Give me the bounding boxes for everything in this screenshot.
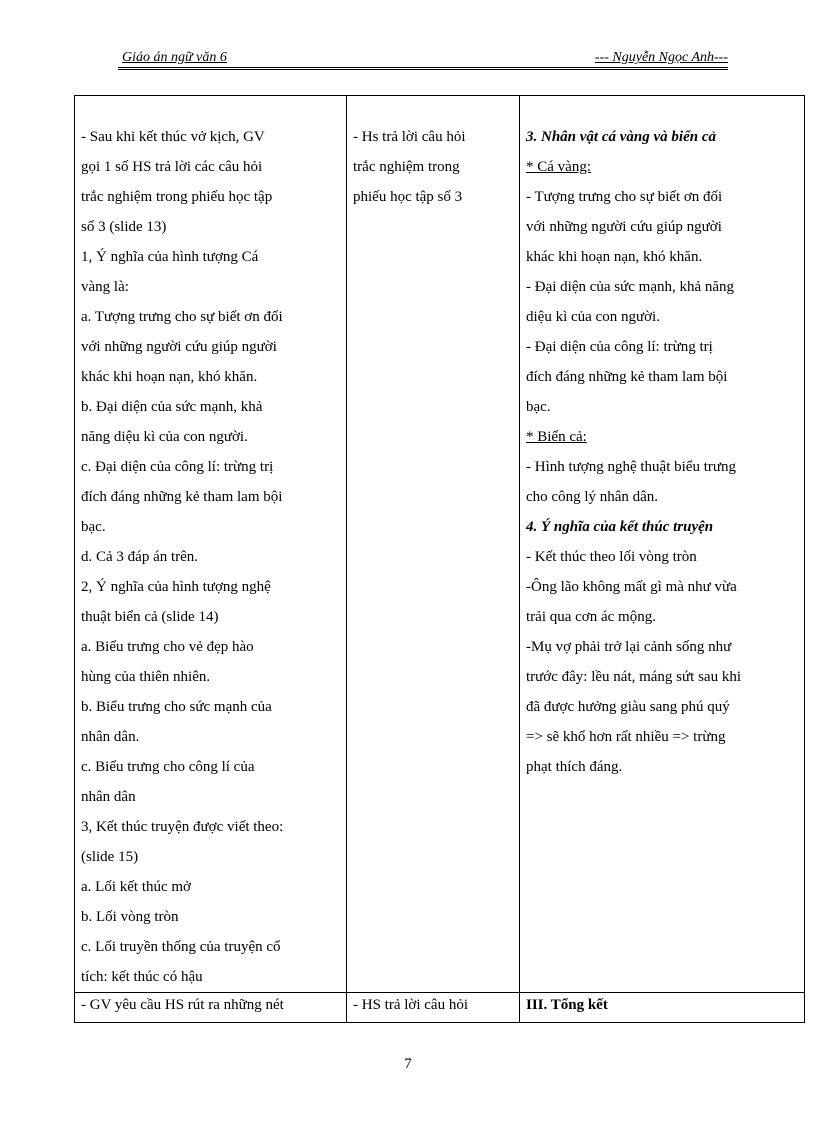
teacher-activity-cell: - GV yêu cầu HS rút ra những nét <box>75 993 347 1023</box>
content-line: phạt thích đáng. <box>526 759 623 775</box>
teacher-line: 3, Kết thúc truyện được viết theo: <box>81 819 284 835</box>
lesson-table <box>74 95 805 1023</box>
content-line: -Mụ vợ phải trở lại cảnh sống như <box>526 639 732 655</box>
sea-meaning-lines <box>526 452 798 512</box>
teacher-line: a. Tượng trưng cho sự biết ơn đối <box>81 309 283 325</box>
teacher-line: 1, Ý nghĩa của hình tượng Cá <box>81 249 259 265</box>
content-line: - Hình tượng nghệ thuật biểu trưng <box>526 459 736 475</box>
content-line: trước đây: lều nát, máng sứt sau khi <box>526 669 741 685</box>
teacher-line: b. Biểu trưng cho sức mạnh của <box>81 699 272 715</box>
teacher-line: 2, Ý nghĩa của hình tượng nghệ <box>81 579 271 595</box>
teacher-line: c. Biểu trưng cho công lí của <box>81 759 255 775</box>
content-line: => sẽ khổ hơn rất nhiều => trừng <box>526 729 726 745</box>
content-line: -Ông lão không mất gì mà như vừa <box>526 579 737 595</box>
section-heading: 3. Nhân vật cá vàng và biển cả <box>526 129 716 145</box>
teacher-line: gọi 1 số HS trả lời các câu hỏi <box>81 159 263 175</box>
subheading-fish: * Cá vàng: <box>526 159 591 175</box>
header-lesson-title: Giáo án ngữ văn 6 <box>122 50 227 65</box>
content-line: khác khi hoạn nạn, khó khăn. <box>526 249 703 265</box>
student-activity-lines <box>353 96 513 212</box>
section-heading: III. Tổng kết <box>520 993 805 1023</box>
lesson-content <box>526 96 798 782</box>
student-line: - Hs trả lời câu hỏi <box>353 129 466 145</box>
content-line: đã được hưởng giàu sang phú quý <box>526 699 730 715</box>
content-line: cho công lý nhân dân. <box>526 489 659 505</box>
header-author: --- Nguyễn Ngọc Anh--- <box>594 50 728 65</box>
teacher-line: c. Đại diện của công lí: trừng trị <box>81 459 274 475</box>
content-line: - Đại diện của sức mạnh, khả năng <box>526 279 735 295</box>
teacher-line: đích đáng những kẻ tham lam bội <box>81 489 283 505</box>
student-line: trắc nghiệm trong <box>353 159 460 175</box>
teacher-line: (slide 15) <box>81 849 139 865</box>
table-row <box>75 993 805 1023</box>
teacher-line: với những người cứu giúp người <box>81 339 277 355</box>
table-row <box>75 96 805 993</box>
ending-meaning-lines <box>526 542 798 782</box>
content-line: diệu kì của con người. <box>526 309 660 325</box>
teacher-line: - Sau khi kết thúc vở kịch, GV <box>81 129 265 145</box>
teacher-line: a. Lối kết thúc mở <box>81 879 191 895</box>
subheading-sea: * Biển cả: <box>526 429 587 445</box>
content-line: - Đại diện của công lí: trừng trị <box>526 339 713 355</box>
teacher-line: b. Lối vòng tròn <box>81 909 179 925</box>
content-line: bạc. <box>526 399 551 415</box>
teacher-line: thuật biển cả (slide 14) <box>81 609 219 625</box>
content-line: - Kết thúc theo lối vòng tròn <box>526 549 697 565</box>
student-activity-cell <box>347 96 520 993</box>
teacher-line: nhân dân. <box>81 729 140 745</box>
fish-meaning-lines <box>526 182 798 422</box>
header-rule <box>118 67 728 70</box>
teacher-line: bạc. <box>81 519 106 535</box>
teacher-activity-lines <box>81 96 340 992</box>
teacher-line: nhân dân <box>81 789 136 805</box>
content-line: đích đáng những kẻ tham lam bội <box>526 369 728 385</box>
teacher-line: a. Biểu trưng cho vẻ đẹp hào <box>81 639 254 655</box>
teacher-line: d. Cả 3 đáp án trên. <box>81 549 199 565</box>
teacher-line: b. Đại diện của sức mạnh, khả <box>81 399 263 415</box>
teacher-line: c. Lối truyền thống của truyện cổ <box>81 939 281 955</box>
section-heading: 4. Ý nghĩa của kết thúc truyện <box>526 519 714 535</box>
page-number: 7 <box>404 1056 412 1072</box>
teacher-line: số 3 (slide 13) <box>81 219 167 235</box>
lesson-content-cell <box>520 96 805 993</box>
student-line: phiếu học tập số 3 <box>353 189 463 205</box>
content-line: - Tượng trưng cho sự biết ơn đối <box>526 189 723 205</box>
teacher-line: khác khi hoạn nạn, khó khăn. <box>81 369 258 385</box>
content-line: trải qua cơn ác mộng. <box>526 609 656 625</box>
teacher-line: vàng là: <box>81 279 129 295</box>
teacher-line: trắc nghiệm trong phiếu học tập <box>81 189 273 205</box>
teacher-line: năng diệu kì của con người. <box>81 429 248 445</box>
teacher-line: tích: kết thúc có hậu <box>81 969 203 985</box>
content-line: với những người cứu giúp người <box>526 219 722 235</box>
teacher-line: hùng của thiên nhiên. <box>81 669 211 685</box>
teacher-activity-cell <box>75 96 347 993</box>
student-activity-cell: - HS trả lời câu hỏi <box>347 993 520 1023</box>
